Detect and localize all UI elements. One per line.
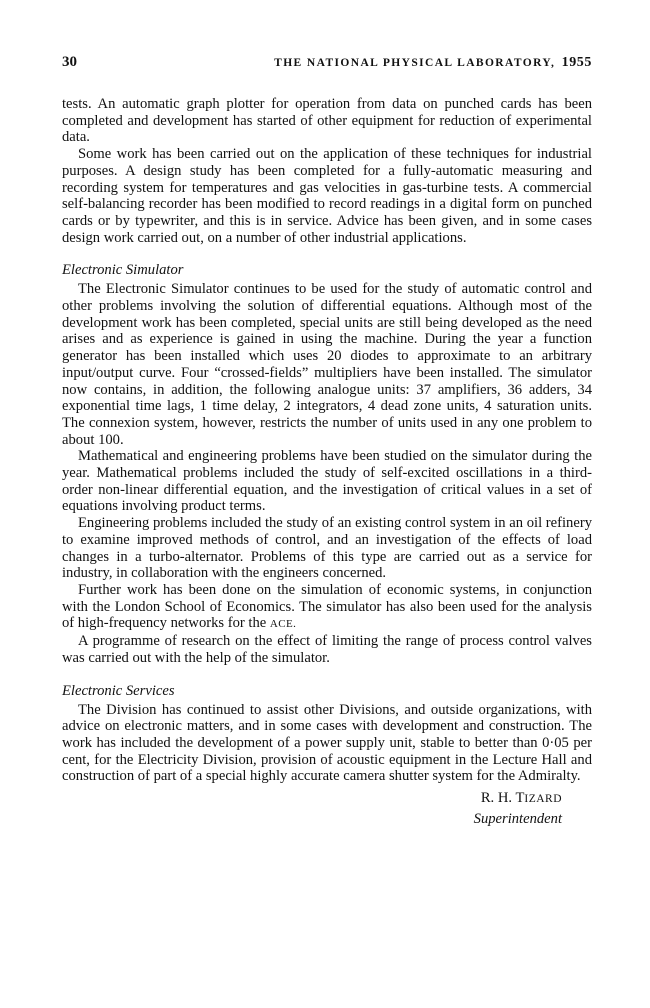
section-heading-electronic-simulator: Electronic Simulator <box>62 262 184 279</box>
section-heading-electronic-services: Electronic Services <box>62 682 175 699</box>
page-number: 30 <box>62 54 77 70</box>
signature-block <box>62 788 592 829</box>
signature-initials: R. H. <box>480 790 513 807</box>
signature-surname-rest: IZARD <box>524 793 562 806</box>
running-title <box>274 55 592 71</box>
running-title-text: THE NATIONAL PHYSICAL LABORATORY, <box>274 57 556 69</box>
signature-surname-initial: T <box>515 790 525 807</box>
body-paragraph: tests. An automatic graph plotter for operation from data on punched cards has been completed and development has started of other equipment for reduction of experimental data. <box>62 96 592 146</box>
ace-abbreviation: ACE. <box>269 618 297 631</box>
further-work-text: Further work has been done on the simulation of economic systems, in conjunction with the London School of Economics. The simulator has also been used for the analysis of high-frequency networks for the <box>62 581 592 632</box>
body-paragraph: The Division has continued to assist other Divisions, and outside organizations, with advice on electronic matters, and in some cases with development and construction. The work has included the development of a power supply unit, stable to better than 0·05 per cent, for the Electricity Division, provision of acoustic equipment in the Lecture Hall and construction of part of a special highly accurate camera shutter system for the Admiralty. <box>62 701 592 785</box>
body-paragraph <box>62 582 592 633</box>
body-paragraph: Some work has been carried out on the application of these techniques for industrial purposes. A design study has been completed for a fully-automatic measuring and recording system for temperatures and gas velocities in gas-turbine tests. A commercial self-balancing recorder has been modified to record readings in a digital form on punched cards or by typewriter, and this is in service. Advice has been given, and in some cases design work carried out, on a number of other industrial applications. <box>62 146 592 246</box>
signature-name <box>62 788 562 809</box>
document-page <box>62 54 592 829</box>
body-paragraph: The Electronic Simulator continues to be used for the study of automatic control and other problems involving the solution of differential equations. Although most of the development work has been completed, special units are still being developed as the need arises and as experience is gained in using the machine. During the year a function generator has been installed which uses 20 diodes to approximate to an arbitrary input/output curve. Four “crossed-fields” multipliers have been installed. The simulator now contains, in addition, the following analogue units: 37 amplifiers, 36 adders, 34 exponential time lags, 1 time delay, 2 integrators, 4 dead zone units, 4 saturation units. The connexion system, however, restricts the number of units used in any one problem to about 100. <box>62 281 592 448</box>
running-title-year: 1955 <box>561 55 592 70</box>
body-paragraph: Engineering problems included the study of an existing control system in an oil refinery to examine improved methods of control, and an investigation of the effects of load changes in a turbo-alternator. Problems of this type are carried out as a service for industry, in collaboration with the engineers concerned. <box>62 515 592 582</box>
body-paragraph: Mathematical and engineering problems have been studied on the simulator during the year. Mathematical problems included the study of self-excited oscillations in a third-order non-linear differential equation, and the investigation of critical values in a set of equations involving product terms. <box>62 448 592 515</box>
body-paragraph: A programme of research on the effect of limiting the range of process control valves was carried out with the help of the simulator. <box>62 633 592 666</box>
page-header <box>62 54 592 82</box>
signature-title: Superintendent <box>473 811 562 828</box>
